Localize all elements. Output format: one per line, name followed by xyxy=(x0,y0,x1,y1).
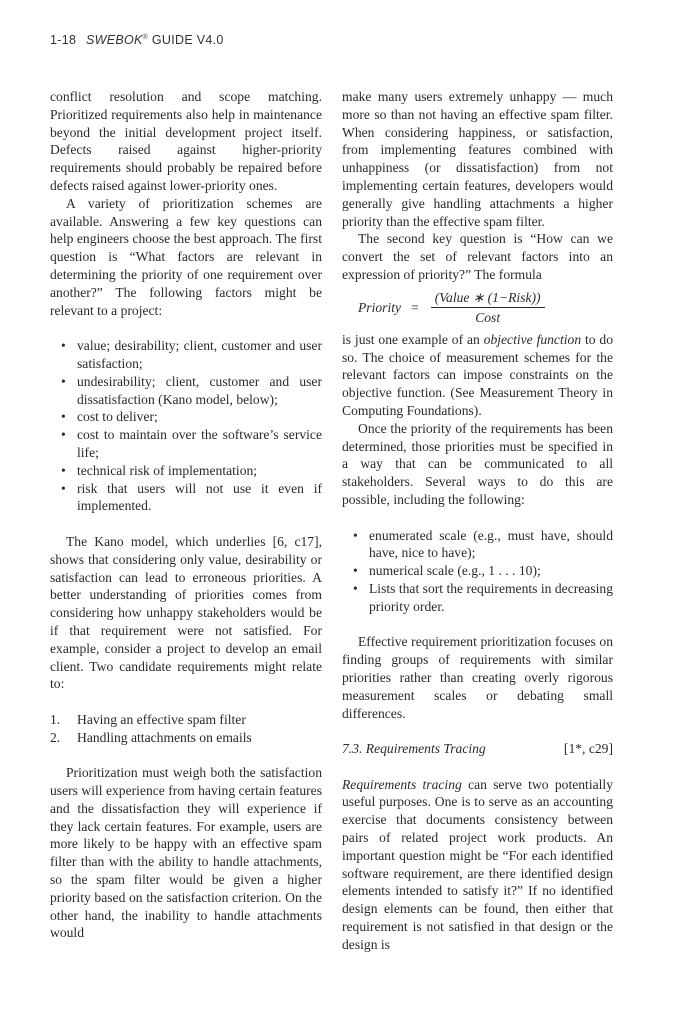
list-item: • Lists that sort the requirements in decreasing priority order. xyxy=(342,580,613,616)
section-heading xyxy=(342,740,613,758)
running-header xyxy=(50,33,224,47)
list-item: 2. Handling attachments on emails xyxy=(50,729,252,745)
paragraph-scope-matching: conflict resolution and scope matching. Prioritized requirements also help in maintenance beyond the initial development project itself. Defects raised against higher-priority requirements should probably be repaired before defects raised against lower-priority ones. xyxy=(50,89,322,193)
paragraph-unhappiness: make many users extremely unhappy — much more so than not having an effective spam filter. When considering happiness, or satisfaction, from implementing features combined with unhappiness (or dissatisfaction) from not implementing certain features, developers would generally give handling attachments a higher priority than the effective spam filter. xyxy=(342,89,613,229)
formula-numerator: (Value ∗ (1−Risk)) xyxy=(431,289,545,308)
guide-title: SWEBOK® GUIDE V4.0 xyxy=(86,33,224,47)
page-number: 1-18 xyxy=(50,33,77,47)
list-item: • numerical scale (e.g., 1 . . . 10); xyxy=(342,562,613,580)
paragraph-second-question: The second key question is “How can we convert the set of relevant factors into an expression of priority?” The formula xyxy=(342,231,613,282)
right-column xyxy=(342,88,613,954)
formula-lhs: Priority xyxy=(358,299,402,315)
paragraph-satisfaction-weighing: Prioritization must weigh both the satisfaction users will experience from having certain features and the dissatisfaction they will experience if they lack certain features. For example, users are more likely to be happy with an effective spam filter than with the ability to handle attachments, so the spam filter would be given a higher priority based on the satisfaction criterion. On the other hand, the inability to handle attachments would xyxy=(50,765,322,941)
registered-mark: ® xyxy=(142,34,149,41)
list-item: • cost to maintain over the software’s service life; xyxy=(50,426,322,462)
paragraph-kano-model: The Kano model, which underlies [6, c17], shows that considering only value, desirability or satisfaction can lead to erroneous priorities. A better understanding of priorities comes from considering how unhappy stakeholders would be if that requirement were not satisfied. For example, consider a project to develop an email client. Two candidate requirements might relate to: xyxy=(50,533,322,692)
formula-equals: = xyxy=(411,299,419,315)
list-item: • technical risk of implementation; xyxy=(50,462,322,480)
candidate-requirements-list xyxy=(50,711,322,747)
term-requirements-tracing: Requirements tracing xyxy=(342,776,462,792)
list-item: • cost to deliver; xyxy=(50,408,322,426)
paragraph-requirements-tracing: Requirements tracing can serve two potentially useful purposes. One is to serve as an accounting exercise that documents consistency between pairs of related project work products. An important question might be “For each identified software requirement, are there identified design elements intended to satisfy it?” If no identified design elements can be found, then either that requirement is not satisfied in that design or the design is xyxy=(342,776,613,952)
term-objective-function: objective function xyxy=(483,331,582,347)
list-item: • enumerated scale (e.g., must have, should have, nice to have); xyxy=(342,527,613,563)
paragraph-objective-function: is just one example of an objective function to do so. The choice of measurement schemes for the relevant factors can impose constraints on the objective function. (See Measurement Theory in Computing Foundations). xyxy=(342,331,613,418)
paragraph-priority-communication: Once the priority of the requirements has been determined, those priorities must be specified in a way that can be communicated to all stakeholders. Several ways to do this are possible, including the following: xyxy=(342,420,613,507)
list-item: • value; desirability; client, customer and user satisfaction; xyxy=(50,337,322,373)
factor-list xyxy=(50,337,322,515)
list-item: • undesirability; client, customer and user dissatisfaction (Kano model, below); xyxy=(50,373,322,409)
list-item: • risk that users will not use it even if implemented. xyxy=(50,480,322,516)
priority-scale-list xyxy=(342,527,613,616)
left-column xyxy=(50,88,322,942)
section-title: 7.3. Requirements Tracing xyxy=(342,741,486,757)
formula-denominator: Cost xyxy=(475,310,501,326)
paragraph-effective-prioritization: Effective requirement prioritization focuses on finding groups of requirements with similar priorities rather than creating overly rigorous measurement scales or debating small differences. xyxy=(342,634,613,721)
formula-fraction xyxy=(431,289,545,326)
priority-formula xyxy=(358,287,613,329)
list-item: 1. Having an effective spam filter xyxy=(50,711,246,727)
section-reference: [1*, c29] xyxy=(563,741,613,757)
paragraph-prioritization-schemes: A variety of prioritization schemes are available. Answering a few key questions can help engineers choose the best approach. The first question is “What factors are relevant in determining the priority of one requirement over another?” The following factors might be relevant to a project: xyxy=(50,195,322,318)
